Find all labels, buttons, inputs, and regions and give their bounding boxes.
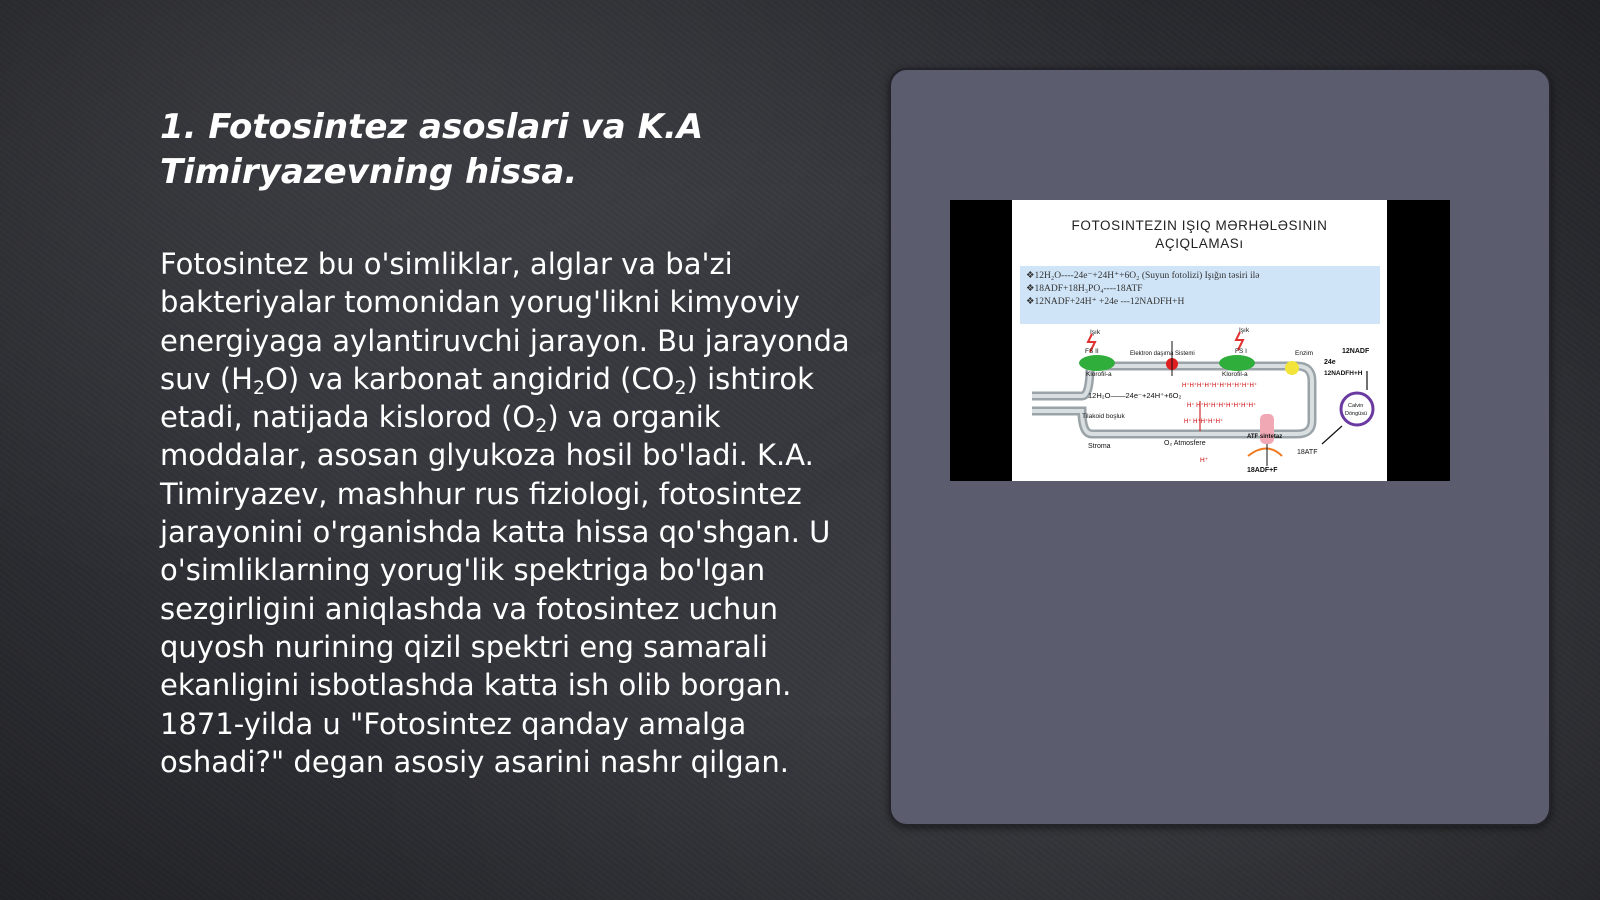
label-klorofil: Klorofil-a bbox=[1222, 371, 1248, 378]
label-water-split: 12H₂O——24e⁻+24H⁺+6O₂ bbox=[1088, 391, 1182, 400]
photosynthesis-figure bbox=[950, 200, 1450, 481]
figure-slide bbox=[1012, 200, 1387, 481]
label-24e: 24e bbox=[1324, 359, 1336, 366]
photosystem-1 bbox=[1219, 355, 1255, 371]
enzyme bbox=[1285, 361, 1299, 375]
label-nadf: 12NADF bbox=[1342, 348, 1370, 355]
equation-3: ❖12NADF+24H⁺ +24e ---12NADFH+H bbox=[1026, 297, 1185, 307]
subscript: 2 bbox=[674, 376, 687, 399]
label-fs1: FS I bbox=[1235, 348, 1247, 355]
label-tilakoid: Tilakoid boşluk bbox=[1082, 413, 1125, 420]
thylakoid-diagram bbox=[1012, 326, 1387, 481]
calvin-cycle bbox=[1341, 393, 1373, 425]
label-klorofil: Klorofil-a bbox=[1086, 371, 1112, 378]
figure-title bbox=[1012, 217, 1387, 253]
label-calvin: Calvin bbox=[1348, 403, 1364, 409]
label-stroma: Stroma bbox=[1088, 443, 1111, 450]
label-nadfh: 12NADFH+H bbox=[1324, 370, 1363, 377]
label-calvin: Döngüsü bbox=[1345, 411, 1368, 417]
figure-title-line1: FOTOSINTEZIN IŞIQ MƏRHƏLƏSININ bbox=[1071, 218, 1328, 233]
label-protons: H⁺ H⁺H⁺H⁺H⁺H⁺H⁺H⁺H⁺ bbox=[1187, 403, 1257, 409]
equation-1: ❖12H₂O----24e⁻+24H⁺+6O₂ (Suyun fotolizi) Işığın təsiri ilə bbox=[1026, 271, 1260, 281]
label-fs2: FS II bbox=[1085, 348, 1099, 355]
body-text-part: ) ishtirok etadi, natijada kislorod (O bbox=[160, 361, 814, 435]
label-enzim: Enzim bbox=[1295, 350, 1314, 357]
subscript: 2 bbox=[535, 415, 548, 438]
label-isik: Işık bbox=[1090, 329, 1101, 336]
label-h-plus: H⁺ bbox=[1200, 457, 1209, 464]
figure-title-line2: AÇIQLAMASı bbox=[1155, 236, 1244, 251]
label-electron-chain: Elektron daşıma Sistemi bbox=[1130, 351, 1195, 357]
label-18adf: 18ADF+F bbox=[1247, 467, 1278, 474]
slide-body-text bbox=[160, 245, 850, 781]
body-text-part: ) va organik moddalar, asosan glyukoza hosil bo'ladi. K.A. Timiryazev, mashhur rus fiziologi, fotosintez jarayonini o'rganishda katta hissa qo'shgan. U o'simliklarning yorug'lik spektriga bo'lgan sezgirligini aniqlashda va fotosintez uchun quyosh nurining qizil spektri eng samarali ekanligini isbotlashda katta ish olib borgan. 1871-yilda u "Fotosintez qanday amalga oshadi?" degan asosiy asarini nashr qilgan. bbox=[160, 400, 831, 779]
label-atf-sintetaz: ATF sintetaz bbox=[1247, 434, 1283, 440]
body-text-part: O) va karbonat angidrid (CO bbox=[265, 361, 675, 396]
photosystem-2 bbox=[1079, 355, 1115, 371]
body-text-part: Fotosintez bu o'simliklar, alglar va ba'zi bakteriyalar tomonidan yorug'likni kimyoviy energiyaga aylantiruvchi jarayon. Bu jarayonda suv (H bbox=[160, 247, 850, 396]
equation-2: ❖18ADF+18H₃PO₄----18ATF bbox=[1026, 284, 1143, 294]
label-18atf: 18ATF bbox=[1297, 449, 1318, 456]
label-protons: H⁺H⁺H⁺H⁺H⁺H⁺H⁺H⁺H⁺H⁺ bbox=[1182, 383, 1257, 389]
slide-title: 1. Fotosintez asoslari va K.A Timiryazevning hissa. bbox=[160, 107, 704, 192]
subscript: 2 bbox=[253, 376, 266, 399]
label-o2: O₂ Atmosfere bbox=[1164, 440, 1206, 447]
label-isik: Işık bbox=[1239, 327, 1250, 334]
label-protons: H⁺ H⁺H⁺H⁺H⁺ bbox=[1184, 419, 1224, 425]
